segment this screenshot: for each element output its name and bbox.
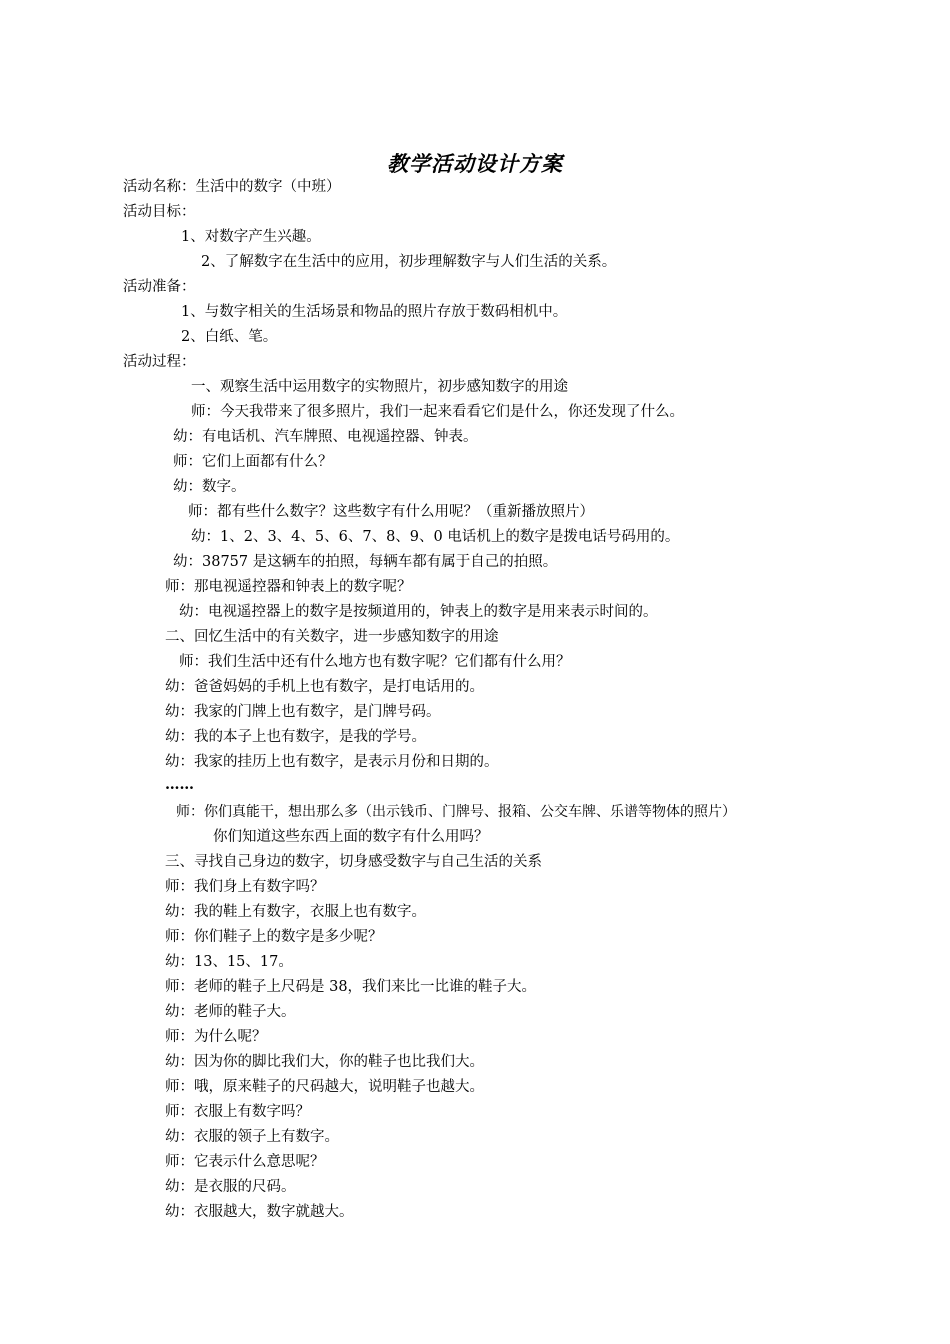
preparation-item-2: 2、白纸、笔。 — [181, 329, 278, 345]
dialogue-line: 师：为什么呢？ — [165, 1029, 267, 1045]
dialogue-line: 幼：衣服的领子上有数字。 — [165, 1129, 339, 1145]
section-heading-3: 三、寻找自己身边的数字，切身感受数字与自己生活的关系 — [165, 854, 542, 870]
dialogue-line: 师：衣服上有数字吗？ — [165, 1104, 310, 1120]
dialogue-line: 幼：是衣服的尺码。 — [165, 1179, 296, 1195]
dialogue-line: 师：你们真能干，想出那么多（出示钱币、门牌号、报箱、公交车牌、乐谱等物体的照片） — [176, 804, 736, 820]
activity-process-heading: 活动过程： — [123, 354, 196, 370]
document-title: 教学活动设计方案 — [387, 151, 563, 176]
dialogue-line: 幼：1、2、3、4、5、6、7、8、9、0 电话机上的数字是拨电话号码用的。 — [191, 529, 680, 545]
dialogue-line: 师：我们生活中还有什么地方也有数字呢？它们都有什么用？ — [179, 654, 571, 670]
dialogue-line: 师：它们上面都有什么？ — [173, 454, 333, 470]
dialogue-line: 师：它表示什么意思呢？ — [165, 1154, 325, 1170]
dialogue-line: 幼：我的本子上也有数字，是我的学号。 — [165, 729, 426, 745]
ellipsis: …… — [165, 776, 194, 793]
goal-item-2: 2、了解数字在生活中的应用，初步理解数字与人们生活的关系。 — [201, 254, 617, 270]
dialogue-line: 幼：因为你的脚比我们大，你的鞋子也比我们大。 — [165, 1054, 484, 1070]
goal-item-1: 1、对数字产生兴趣。 — [181, 229, 321, 245]
dialogue-line: 幼：数字。 — [173, 479, 246, 495]
dialogue-line: 师：我们身上有数字吗？ — [165, 879, 325, 895]
dialogue-line: 幼：我家的挂历上也有数字，是表示月份和日期的。 — [165, 754, 499, 770]
dialogue-line: 幼：衣服越大，数字就越大。 — [165, 1204, 354, 1220]
activity-goals-heading: 活动目标： — [123, 204, 196, 220]
dialogue-line: 师：你们鞋子上的数字是多少呢？ — [165, 929, 383, 945]
activity-name-line: 活动名称：生活中的数字（中班） — [123, 179, 341, 195]
dialogue-line: 你们知道这些东西上面的数字有什么用吗？ — [213, 829, 489, 845]
dialogue-line: 幼：我家的门牌上也有数字，是门牌号码。 — [165, 704, 441, 720]
dialogue-line: 幼：电视遥控器上的数字是按频道用的，钟表上的数字是用来表示时间的。 — [179, 604, 658, 620]
dialogue-line: 幼：38757 是这辆车的拍照，每辆车都有属于自己的拍照。 — [173, 554, 558, 570]
dialogue-line: 幼：有电话机、汽车牌照、电视遥控器、钟表。 — [173, 429, 478, 445]
dialogue-line: 幼：老师的鞋子大。 — [165, 1004, 296, 1020]
dialogue-line: 师：老师的鞋子上尺码是 38，我们来比一比谁的鞋子大。 — [165, 979, 537, 995]
activity-preparation-heading: 活动准备： — [123, 279, 196, 295]
dialogue-line: 师：那电视遥控器和钟表上的数字呢？ — [165, 579, 412, 595]
section-heading-1: 一、观察生活中运用数字的实物照片，初步感知数字的用途 — [191, 379, 568, 395]
section-heading-2: 二、回忆生活中的有关数字，进一步感知数字的用途 — [165, 629, 499, 645]
dialogue-line: 师：都有些什么数字？这些数字有什么用呢？（重新播放照片） — [188, 504, 594, 520]
dialogue-line: 师：哦，原来鞋子的尺码越大，说明鞋子也越大。 — [165, 1079, 484, 1095]
dialogue-line: 幼：爸爸妈妈的手机上也有数字，是打电话用的。 — [165, 679, 484, 695]
dialogue-line: 师：今天我带来了很多照片，我们一起来看看它们是什么，你还发现了什么。 — [191, 404, 684, 420]
preparation-item-1: 1、与数字相关的生活场景和物品的照片存放于数码相机中。 — [181, 304, 568, 320]
dialogue-line: 幼：我的鞋上有数字，衣服上也有数字。 — [165, 904, 426, 920]
dialogue-line: 幼：13、15、17。 — [165, 954, 293, 970]
